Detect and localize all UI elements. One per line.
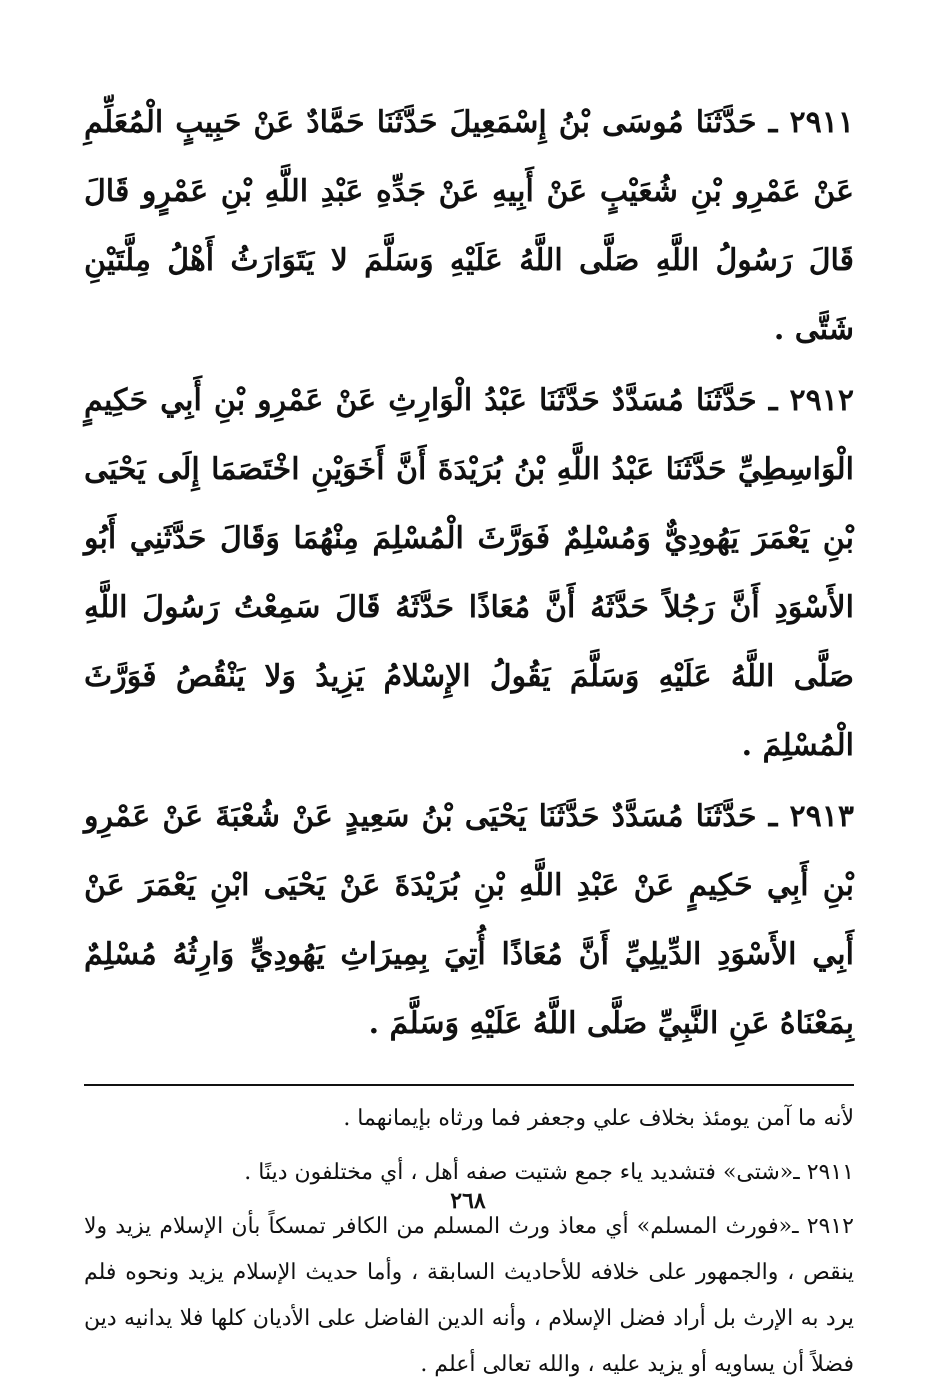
page-number: ٢٦٨ (450, 1188, 486, 1214)
footnote-text: «شتى» فتشديد ياء جمع شتيت صفه أهل ، أي مختلفون دينًا . (244, 1160, 794, 1185)
number-separator: ـ (756, 799, 790, 834)
hadith-text: حَدَّثَنَا مُسَدَّدٌ حَدَّثَنَا عَبْدُ الْوَارِثِ عَنْ عَمْرِو بْنِ أَبِي حَكِيمٍ الْوَاسِطِيِّ حَدَّثَنَا عَبْدُ اللَّهِ بْنُ بُرَيْدَةَ أَنَّ أَخَوَيْنِ اخْتَصَمَا إِلَى يَحْيَى بْنِ يَعْمَرَ يَهُودِيٌّ وَمُسْلِمٌ فَوَرَّثَ الْمُسْلِمَ مِنْهُمَا وَقَالَ حَدَّثَنِي أَبُو الأَسْوَدِ أَنَّ رَجُلاً حَدَّثَهُ أَنَّ مُعَاذًا حَدَّثَهُ قَالَ سَمِعْتُ رَسُولَ اللَّهِ صَلَّى اللَّهُ عَلَيْهِ وَسَلَّمَ يَقُولُ الإِسْلامُ يَزِيدُ وَلا يَنْقُصُ فَوَرَّثَ الْمُسْلِمَ . (84, 383, 854, 763)
hadith-2912 (84, 366, 854, 780)
number-separator: ـ (756, 105, 790, 140)
hadith-number: ٢٩١٣ (789, 799, 854, 834)
hadith-number: ٢٩١٢ (789, 383, 854, 418)
footnote-2912 (84, 1204, 854, 1388)
hadith-number: ٢٩١١ (789, 105, 854, 140)
footnote-divider (84, 1084, 854, 1086)
footnote-continuation (84, 1096, 854, 1142)
hadith-2913 (84, 782, 854, 1058)
hadith-text: حَدَّثَنَا مُسَدَّدٌ حَدَّثَنَا يَحْيَى بْنُ سَعِيدٍ عَنْ شُعْبَةَ عَنْ عَمْرِو بْنِ أَبِي حَكِيمٍ عَنْ عَبْدِ اللَّهِ بْنِ بُرَيْدَةَ عَنْ يَحْيَى ابْنِ يَعْمَرَ عَنْ أَبِي الأَسْوَدِ الدِّيلِيِّ أَنَّ مُعَاذًا أُتِيَ بِمِيرَاثِ يَهُودِيٍّ وَارِثُهُ مُسْلِمٌ بِمَعْنَاهُ عَنِ النَّبِيِّ صَلَّى اللَّهُ عَلَيْهِ وَسَلَّمَ . (84, 799, 854, 1041)
hadith-2911 (84, 88, 854, 364)
footnote-text: لأنه ما آمن يومئذ بخلاف علي وجعفر فما ورثاه بإيمانهما . (343, 1106, 854, 1131)
footnote-prefix: ٢٩١٢ ـ (792, 1214, 854, 1239)
main-text (84, 88, 854, 1058)
footnote-prefix: ٢٩١١ ـ (793, 1160, 854, 1185)
footnotes (84, 1096, 854, 1388)
footnote-text: «فورث المسلم» أي معاذ ورث المسلم من الكافر تمسكاً بأن الإسلام يزيد ولا ينقص ، والجمهور على خلافه للأحاديث السابقة ، وأما حديث الإسلام يزيد ونحوه فلم يرد به الإرث بل أراد فضل الإسلام ، وأنه الدين الفاضل على الأديان كلها فلا يدانيه دين فضلاً أن يساويه أو يزيد عليه ، والله تعالى أعلم . (84, 1214, 854, 1377)
hadith-text: حَدَّثَنَا مُوسَى بْنُ إِسْمَعِيلَ حَدَّثَنَا حَمَّادٌ عَنْ حَبِيبٍ الْمُعَلِّمِ عَنْ عَمْرِو بْنِ شُعَيْبٍ عَنْ أَبِيهِ عَنْ جَدِّهِ عَبْدِ اللَّهِ بْنِ عَمْرٍو قَالَ قَالَ رَسُولُ اللَّهِ صَلَّى اللَّهُ عَلَيْهِ وَسَلَّمَ لا يَتَوَارَثُ أَهْلُ مِلَّتَيْنِ شَتَّى . (84, 105, 854, 347)
number-separator: ـ (756, 383, 790, 418)
